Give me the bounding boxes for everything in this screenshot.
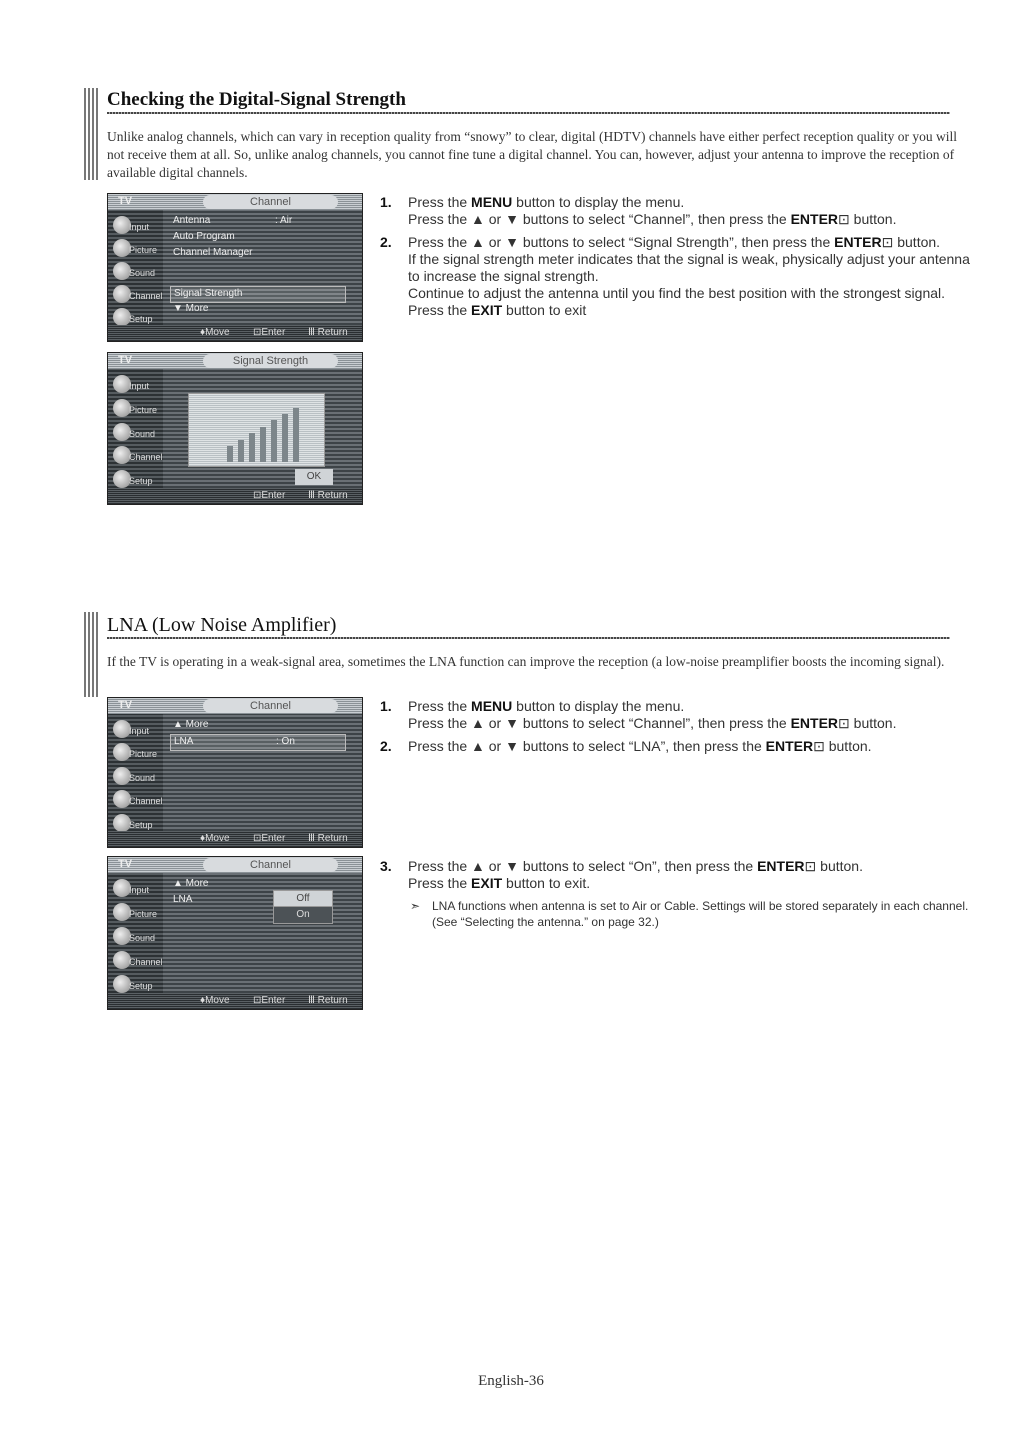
nav-label: Picture: [129, 245, 158, 255]
menu-hint: ♦Move: [200, 995, 230, 1006]
menu-tab: Channel: [203, 858, 338, 872]
nav-label: Setup: [129, 314, 153, 324]
menu-hint: Ⅲ Return: [308, 327, 348, 338]
section-title: LNA (Low Noise Amplifier): [107, 614, 337, 636]
button-name: MENU: [471, 698, 513, 714]
tv-label: TV: [118, 699, 133, 711]
menu-hint: Ⅲ Return: [308, 995, 348, 1006]
step-text: Press the EXIT button to exit.: [408, 875, 591, 891]
menu-hint-bar: [108, 831, 362, 847]
nav-label: Channel: [129, 291, 163, 301]
menu-row-label: Auto Program: [173, 231, 235, 242]
step-number: 2.: [380, 234, 392, 250]
menu-nav-column: [108, 210, 163, 325]
menu-nav-column: [108, 369, 163, 488]
menu-row-label: LNA: [173, 894, 193, 905]
menu-row: [170, 230, 346, 245]
menu-row-label: ▲ More: [173, 719, 209, 730]
signal-bar: [282, 414, 288, 462]
section-title: Checking the Digital-Signal Strength: [107, 89, 406, 110]
button-name: ENTER: [834, 234, 882, 250]
menu-hint-bar: [108, 993, 362, 1009]
nav-label: Picture: [129, 749, 158, 760]
nav-label: Setup: [129, 819, 153, 830]
tv-menu-screenshot: [107, 193, 363, 342]
menu-row: [170, 214, 346, 229]
menu-hint: Ⅲ Return: [308, 833, 348, 844]
nav-label: Input: [129, 381, 150, 391]
button-name: ENTER: [757, 858, 805, 874]
step-text: Continue to adjust the antenna until you find the best position with the strongest signal.: [408, 285, 946, 301]
menu-hint: ⊡Enter: [253, 833, 286, 844]
instruction-step: [380, 194, 980, 228]
nav-label: Setup: [129, 981, 153, 991]
nav-label: Sound: [129, 428, 156, 439]
nav-label: Channel: [129, 796, 163, 807]
button-name: EXIT: [471, 875, 503, 891]
signal-bar: [271, 420, 277, 462]
button-name: ENTER: [765, 738, 814, 754]
page-number: English-36: [478, 1373, 544, 1389]
tv-title-bar: [108, 194, 362, 210]
nav-label: Input: [129, 726, 150, 736]
menu-row: [170, 718, 346, 733]
menu-row-label: ▼ More: [173, 303, 209, 314]
menu-row-label: ▲ More: [173, 878, 209, 889]
menu-hint: ♦Move: [200, 833, 230, 844]
nav-label: Input: [129, 885, 150, 895]
title-rule: [107, 112, 950, 114]
menu-hint: ⊡Enter: [253, 490, 286, 501]
note-text: LNA functions when antenna is set to Air or Cable. Settings will be stored separately in each channel. (See “Selecting the antenna.” on page 32.): [432, 899, 969, 929]
menu-row-label: Antenna: [173, 215, 211, 226]
tv-label: TV: [118, 858, 133, 870]
step-text: Press the ▲ or ▼ buttons to select “Channel”, then press the ENTER⊡ button.: [408, 715, 897, 731]
nav-label: Sound: [129, 268, 156, 278]
menu-row-label: LNA: [174, 736, 194, 747]
tv-label: TV: [118, 195, 133, 207]
nav-label: Picture: [129, 404, 158, 415]
tv-lna-options-screenshot: [107, 856, 363, 1010]
menu-nav-column: [108, 873, 163, 993]
nav-label: Sound: [129, 772, 156, 783]
step-text: Press the EXIT button to exit: [408, 302, 587, 318]
signal-bar: [238, 440, 244, 462]
lna-option: Off: [273, 890, 333, 908]
menu-hint: ⊡Enter: [253, 327, 286, 338]
step-text: Press the ▲ or ▼ buttons to select “LNA”, then press the ENTER⊡ button.: [408, 738, 872, 754]
signal-strength-meter: [188, 393, 325, 467]
menu-hint-bar: [108, 325, 362, 341]
step-text: Press the ▲ or ▼ buttons to select “On”, then press the ENTER⊡ button.: [408, 858, 863, 874]
menu-tab: Channel: [203, 699, 338, 713]
nav-label: Setup: [129, 476, 153, 487]
tv-lna-menu-screenshot: [107, 697, 363, 848]
instruction-steps: [380, 698, 980, 761]
step-number: 3.: [380, 858, 392, 874]
tv-signal-strength-screenshot: [107, 352, 363, 505]
menu-row: [170, 302, 346, 317]
signal-bar: [227, 446, 233, 462]
menu-hint: ♦Move: [200, 327, 230, 338]
menu-hint-bar: [108, 488, 362, 504]
menu-nav-column: [108, 714, 163, 831]
step-text: Press the ▲ or ▼ buttons to select “Channel”, then press the ENTER⊡ button.: [408, 211, 897, 227]
menu-row: [170, 286, 346, 303]
section-marker: [84, 88, 98, 180]
step-number: 2.: [380, 738, 392, 754]
button-name: MENU: [471, 194, 513, 210]
step-number: 1.: [380, 698, 392, 714]
step-text: If the signal strength meter indicates that the signal is weak, physically adjust your antenna to increase the signal strength.: [408, 251, 970, 284]
section-marker: [84, 612, 98, 697]
instruction-steps: [380, 858, 980, 930]
note-arrow-icon: ➣: [410, 899, 421, 913]
menu-tab: Signal Strength: [203, 354, 338, 368]
menu-row-value: : On: [276, 736, 295, 747]
nav-label: Channel: [129, 452, 163, 463]
menu-hint: ⊡Enter: [253, 995, 286, 1006]
menu-row-label: Signal Strength: [174, 288, 243, 299]
nav-label: Sound: [129, 933, 156, 943]
nav-label: Picture: [129, 909, 158, 919]
signal-bar: [260, 427, 266, 462]
button-name: ENTER: [790, 211, 839, 227]
ok-button: OK: [295, 469, 333, 485]
nav-label: Channel: [129, 957, 163, 967]
menu-tab: Channel: [203, 195, 338, 209]
step-text: Press the MENU button to display the menu.: [408, 194, 685, 210]
tv-label: TV: [118, 354, 133, 366]
menu-hint: Ⅲ Return: [308, 490, 348, 501]
step-text: Press the ▲ or ▼ buttons to select “Signal Strength”, then press the ENTER⊡ button.: [408, 234, 941, 250]
nav-label: Input: [129, 222, 150, 232]
section-intro: Unlike analog channels, which can vary in reception quality from “snowy” to clear, digital (HDTV) channels have either perfect reception quality or you will not receive them at all. So, unlike analog channels, you cannot fine tune a digital channel. You can, however, adjust your antenna to improve the reception of available digital channels.: [107, 129, 958, 180]
instruction-step: [380, 738, 980, 755]
tv-title-bar: [108, 353, 362, 369]
button-name: ENTER: [790, 715, 839, 731]
title-rule: [107, 637, 950, 639]
instruction-step: [380, 234, 980, 319]
step-text: Press the MENU button to display the menu.: [408, 698, 685, 714]
menu-row: [170, 246, 346, 261]
instruction-step: [380, 698, 980, 732]
menu-row-value: : Air: [275, 215, 293, 226]
menu-row-label: Channel Manager: [173, 247, 253, 258]
section-intro: If the TV is operating in a weak-signal area, sometimes the LNA function can improve the reception (a low-noise preamplifier boosts the incoming signal).: [107, 654, 945, 669]
instruction-steps: [380, 194, 980, 325]
tv-title-bar: [108, 698, 362, 714]
tv-title-bar: [108, 857, 362, 873]
step-number: 1.: [380, 194, 392, 210]
button-name: EXIT: [471, 302, 503, 318]
lna-option: On: [273, 906, 333, 924]
note: [380, 898, 980, 930]
signal-bar: [249, 433, 255, 462]
instruction-step: [380, 858, 980, 892]
signal-bar: [293, 408, 299, 462]
menu-row: [170, 734, 346, 751]
